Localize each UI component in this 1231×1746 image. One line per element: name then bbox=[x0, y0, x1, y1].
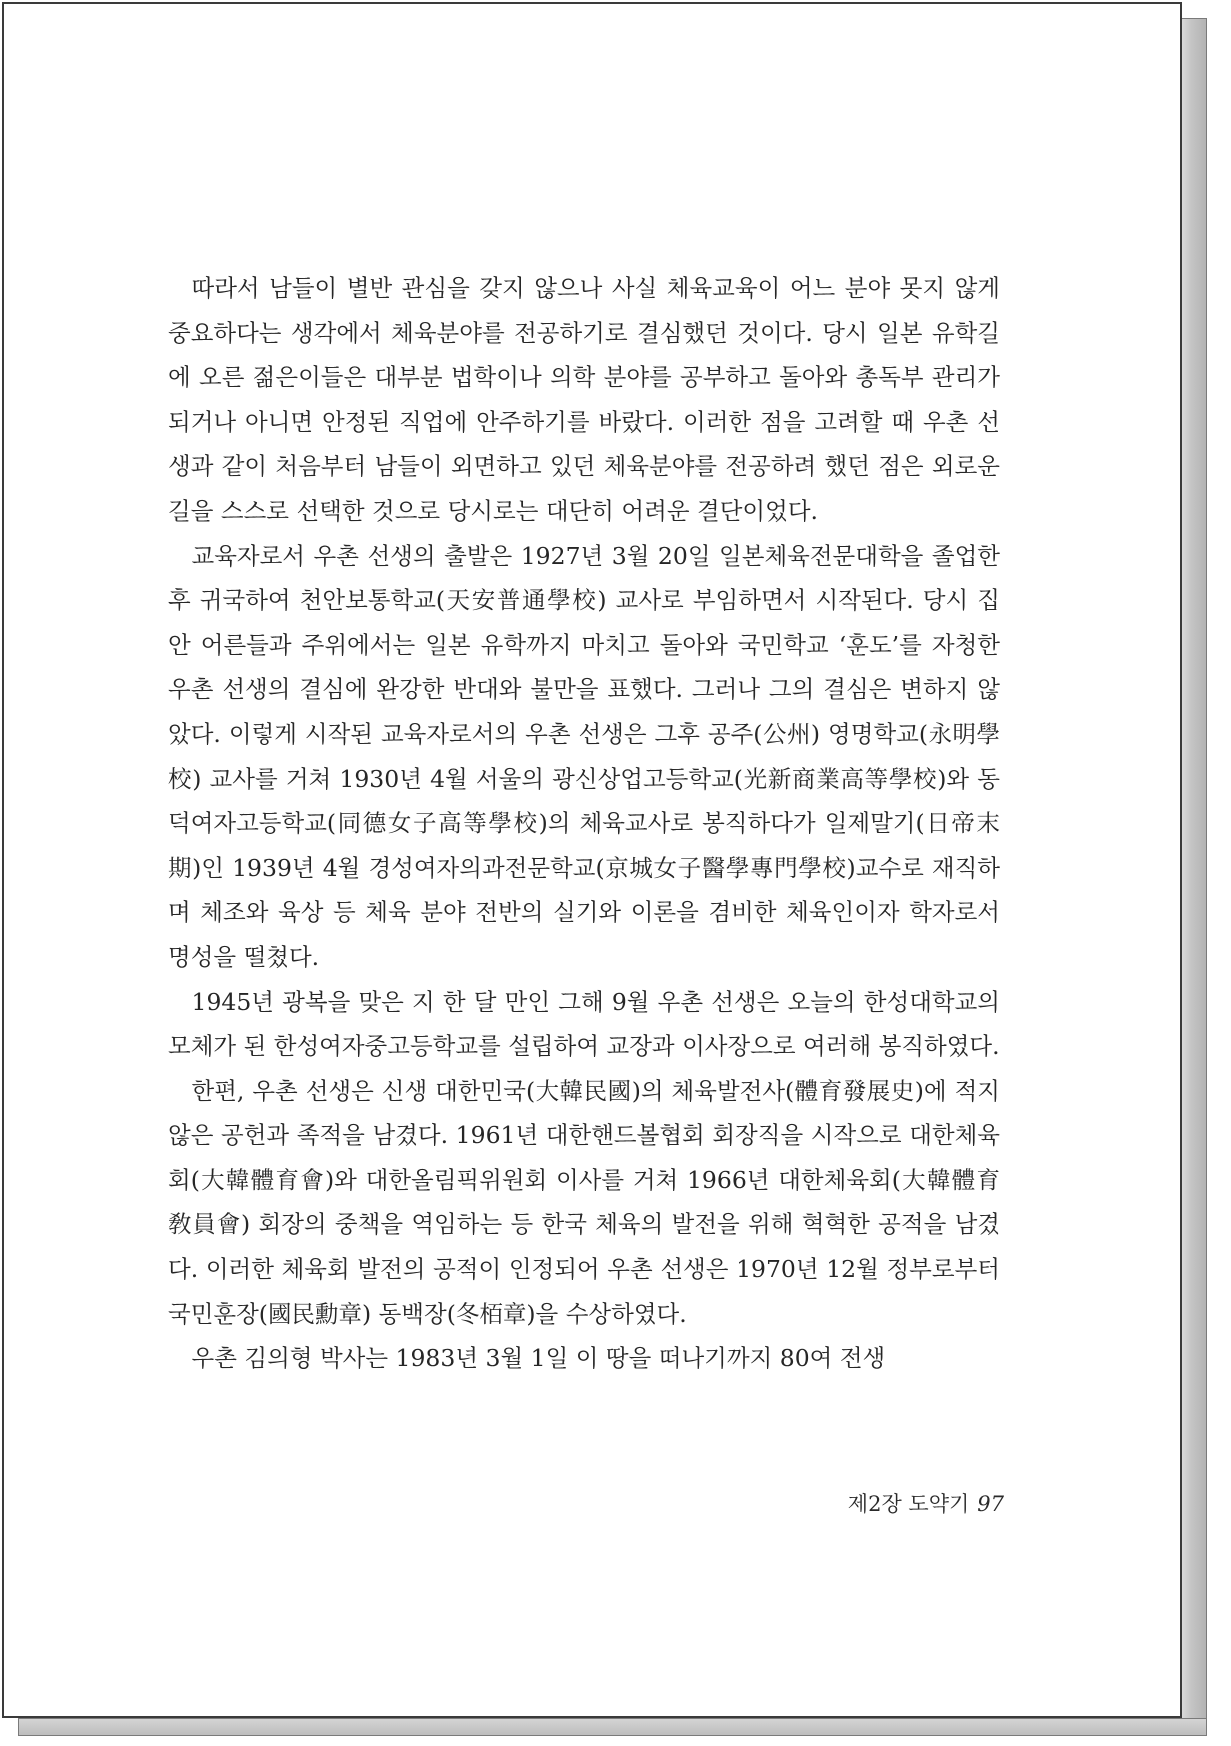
chapter-title: 제2장 도약기 bbox=[847, 1492, 970, 1516]
page-stack-edge-bottom bbox=[18, 1718, 1207, 1736]
paragraph: 교육자로서 우촌 선생의 출발은 1927년 3월 20일 일본체육전문대학을 졸업한 후 귀국하여 천안보통학교(天安普通學校) 교사로 부임하면서 시작된다. 당시 집안 어른들과 주위에서는 일본 유학까지 마치고 돌아와 국민학교 ‘훈도’를 자청한 우촌 선생의 결심에 완강한 반대와 불만을 표했다. 그러나 그의 결심은 변하지 않았다. 이렇게 시작된 교육자로서의 우촌 선생은 그후 공주(公州) 영명학교(永明學校) 교사를 거쳐 1930년 4월 서울의 광신상업고등학교(光新商業高等學校)와 동덕여자고등학교(同德女子高等學校)의 체육교사로 봉직하다가 일제말기(日帝末期)인 1939년 4월 경성여자의과전문학교(京城女子醫學專門學校)교수로 재직하며 체조와 육상 등 체육 분야 전반의 실기와 이론을 겸비한 체육인이자 학자로서 명성을 떨쳤다. bbox=[168, 541, 1000, 971]
paragraph: 1945년 광복을 맞은 지 한 달 만인 그해 9월 우촌 선생은 오늘의 한성대학교의 모체가 된 한성여자중고등학교를 설립하여 교장과 이사장으로 여러해 봉직하였다. bbox=[168, 987, 1000, 1061]
page-footer bbox=[4, 1488, 1004, 1518]
page-number: 97 bbox=[977, 1492, 1004, 1516]
paragraph: 한편, 우촌 선생은 신생 대한민국(大韓民國)의 체육발전사(體育發展史)에 적지 않은 공헌과 족적을 남겼다. 1961년 대한핸드볼협회 회장직을 시작으로 대한체육회(大韓體育會)와 대한올림픽위원회 이사를 거쳐 1966년 대한체육회(大韓體育敎員會) 회장의 중책을 역임하는 등 한국 체육의 발전을 위해 혁혁한 공적을 남겼다. 이러한 체육회 발전의 공적이 인정되어 우촌 선생은 1970년 12월 정부로부터 국민훈장(國民勳章) 동백장(冬栢章)을 수상하였다. bbox=[168, 1076, 1000, 1328]
page-stack-edge-right bbox=[1181, 18, 1207, 1736]
book-page bbox=[2, 2, 1182, 1718]
body-text bbox=[168, 266, 1000, 1381]
paragraph: 따라서 남들이 별반 관심을 갖지 않으나 사실 체육교육이 어느 분야 못지 않게 중요하다는 생각에서 체육분야를 전공하기로 결심했던 것이다. 당시 일본 유학길에 오른 젊은이들은 대부분 법학이나 의학 분야를 공부하고 돌아와 총독부 관리가 되거나 아니면 안정된 직업에 안주하기를 바랐다. 이러한 점을 고려할 때 우촌 선생과 같이 처음부터 남들이 외면하고 있던 체육분야를 전공하려 했던 점은 외로운 길을 스스로 선택한 것으로 당시로는 대단히 어려운 결단이었다. bbox=[168, 274, 1000, 525]
paragraph: 우촌 김의형 박사는 1983년 3월 1일 이 땅을 떠나기까지 80여 전생 bbox=[191, 1344, 886, 1373]
